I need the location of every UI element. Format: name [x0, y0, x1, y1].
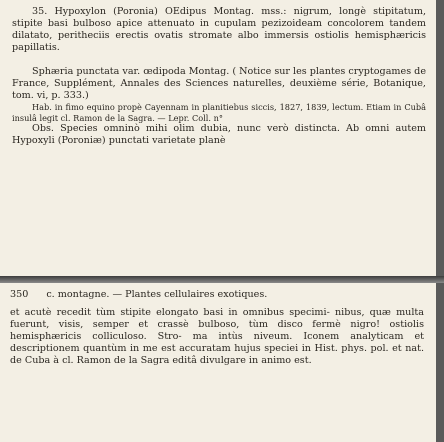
page-edge: [436, 0, 444, 276]
running-head-title: c. montagne. — Plantes cellulaires exotiques.: [46, 289, 268, 300]
lower-page: [0, 283, 436, 442]
synonym-citation: Sphæria punctata var. œdipoda Montag. ( Notice sur les plantes cryptogames de France, Supplément, Annales des Sciences naturelles, deuxième série, Botanique, tom. vi, p. 333.): [12, 66, 426, 101]
page-edge: [436, 283, 444, 442]
page-number: 350: [10, 289, 29, 300]
observation-paragraph: Obs. Species omninò mihi olim dubia, nunc verò distincta. Ab omni autem Hypoxyli (Poroniæ) punctati varietate planè: [12, 123, 426, 146]
page-divider: [0, 276, 444, 283]
species-description: 35. Hypoxylon (Poronia) OEdipus Montag. mss.: nigrum, longè stipitatum, stipite basi bulboso apice attenuato in cupulam pezizoideam concolorem tandem dilatato, peritheciis erectis ovatis stromate albo immersis ostiolis hemisphæricis papillatis.: [12, 6, 426, 53]
running-header: [10, 289, 424, 301]
continuation-paragraph: et acutè recedit tùm stipite elongato basi in omnibus specimi- nibus, quæ multa fuerunt, visis, semper et crassè bulboso, tùm disco fermè nigro! ostiolis hemisphæricis colliculoso. Stro- ma intùs niveum. Iconem analyticam et descriptionem quantùm in me est accuratam hujus speciei in Hist. phys. pol. et nat. de Cuba à cl. Ramon de la Sagra editâ divulgare in animo est.: [10, 307, 424, 366]
habitat-note: Hab. in fimo equino propè Cayennam in planitiebus siccis, 1827, 1839, lectum. Etiam in Cubâ insulâ legit cl. Ramon de la Sagra. — Lepr. Coll. n°: [12, 102, 426, 123]
